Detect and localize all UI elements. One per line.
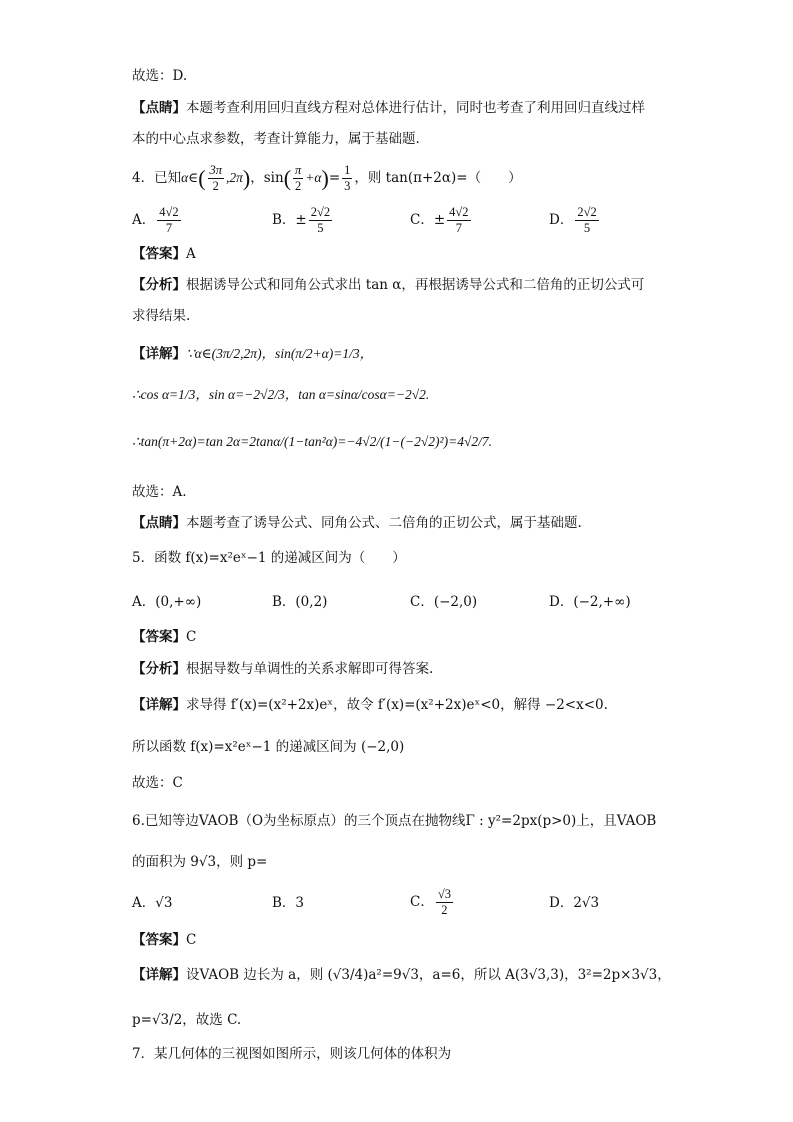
fraction <box>293 163 303 194</box>
frac-num: π <box>295 163 302 177</box>
option-label: D． <box>549 212 574 228</box>
question-5: 5．函数 f(x)=x²eˣ−1 的递减区间为（ ） <box>132 550 406 566</box>
text-span: 求导得 f′(x)=(x²+2x)eˣ，故令 f′(x)=(x²+2x)eˣ<0，解得 −2<x<0. <box>186 697 608 713</box>
text-span: ，则 tan(π+2α)=（ ） <box>354 170 522 186</box>
tag-dianjing: 【点睛】 <box>132 100 186 116</box>
option-b <box>272 204 334 236</box>
answer-line <box>132 627 196 647</box>
option-b: B．3 <box>272 895 305 911</box>
tag-analysis: 【分析】 <box>132 661 186 677</box>
text-line: p=√3/2，故选 C. <box>132 1012 242 1028</box>
text-span: 根据导数与单调性的关系求解即可得答案. <box>186 661 434 677</box>
math-span: ∵α∈(3π/2,2π)，sin(π/2+α)=1/3， <box>186 346 374 361</box>
frac-num: 1 <box>344 163 351 177</box>
frac-den: 7 <box>455 221 462 235</box>
detail-line <box>132 965 671 985</box>
paren: ( <box>198 165 206 191</box>
tag-dianjing: 【点睛】 <box>132 515 186 531</box>
frac-num: 3π <box>209 163 223 177</box>
option-label: B．± <box>272 212 307 228</box>
tag-detail: 【详解】 <box>132 697 186 713</box>
option-d: D．2√3 <box>549 895 600 911</box>
text-line: 本的中心点求参数，考查计算能力，属于基础题. <box>132 131 420 147</box>
text-span: ，sin <box>250 170 284 186</box>
text-span: 根据诱导公式和同角公式求出 tan α，再根据诱导公式和二倍角的正切公式可 <box>186 277 645 293</box>
detail-line <box>132 344 373 364</box>
text-line: 求得结果. <box>132 308 191 324</box>
math-span: ,2π <box>226 170 243 185</box>
option-c: C．(−2,0) <box>410 594 478 610</box>
text-line: 故选：D. <box>132 68 188 84</box>
option-d <box>549 204 601 236</box>
tag-answer: 【答案】 <box>132 246 186 262</box>
frac-num: 2√2 <box>577 205 597 219</box>
text-line: 的面积为 9√3，则 p= <box>132 854 268 870</box>
text-line: 所以函数 f(x)=x²eˣ−1 的递减区间为 (−2,0) <box>132 739 405 755</box>
tag-detail: 【详解】 <box>132 967 186 983</box>
option-a: A．√3 <box>132 895 173 911</box>
frac-num: √3 <box>437 887 451 901</box>
fraction <box>157 205 180 236</box>
math-line: ∴cos α=1/3，sin α=−2√2/3，tan α=sinα/cosα=−2√2. <box>132 387 430 402</box>
answer-line <box>132 930 196 950</box>
tag-detail: 【详解】 <box>132 346 186 362</box>
paren: ( <box>283 165 292 191</box>
option-d: D．(−2,+∞) <box>549 594 631 610</box>
fraction <box>436 887 453 918</box>
analysis-line <box>132 275 644 295</box>
option-label: C．± <box>410 212 446 228</box>
tag-answer: 【答案】 <box>132 629 186 645</box>
math-span: α∈ <box>181 170 199 185</box>
question-4: 4．已知α∈( $\frac{3\pi}{2}$ ,2π)，sin( $\frac{\pi}{2}$ +α)= $\frac{1}{3}$ ，则 tan(π+2α)=（ ） <box>132 163 522 193</box>
frac-den: 2 <box>212 179 219 193</box>
frac-num: 4√2 <box>449 205 469 219</box>
math-line: ∴tan(π+2α)=tan 2α=2tanα/(1−tan²α)=−4√2/(1−(−2√2)²)=4√2/7. <box>132 434 492 449</box>
text-line <box>132 98 645 118</box>
analysis-line <box>132 659 433 679</box>
fraction <box>208 163 225 194</box>
frac-den: 7 <box>165 221 173 235</box>
answer-value: C <box>186 932 197 948</box>
frac-num: 4√2 <box>159 205 179 219</box>
tag-analysis: 【分析】 <box>132 277 186 293</box>
text-span: 设VAOB 边长为 a，则 (√3/4)a²=9√3，a=6，所以 A(3√3,3)，3²=2p×3√3， <box>186 967 671 983</box>
fraction <box>575 205 598 236</box>
answer-value: A <box>186 246 196 262</box>
fraction <box>342 163 352 194</box>
question-7: 7．某几何体的三视图如图所示，则该几何体的体积为 <box>132 1046 452 1062</box>
fraction <box>309 205 332 236</box>
option-c <box>410 884 455 920</box>
comment-line <box>132 513 582 533</box>
math-span: +α <box>305 170 322 185</box>
option-a <box>132 204 183 236</box>
fraction <box>447 205 470 236</box>
text-span: 本题考查了诱导公式、同角公式、二倍角的正切公式，属于基础题. <box>186 515 582 531</box>
frac-den: 2 <box>295 179 302 193</box>
frac-den: 5 <box>583 221 591 235</box>
text-span: 本题考查利用回归直线方程对总体进行估计，同时也考查了利用回归直线过样 <box>186 100 645 116</box>
question-6: 6.已知等边VAOB（O为坐标原点）的三个顶点在抛物线Γ : y²=2px(p>0)上，且VAOB <box>132 813 657 829</box>
frac-den: 3 <box>344 179 351 193</box>
frac-den: 2 <box>441 903 448 917</box>
answer-value: C <box>186 629 197 645</box>
option-a: A．(0,+∞) <box>132 594 202 610</box>
option-label: C． <box>410 894 434 910</box>
frac-num: 2√2 <box>310 205 331 219</box>
paren: ) <box>242 165 251 191</box>
text-line: 故选：A. <box>132 484 187 500</box>
frac-den: 5 <box>317 221 324 235</box>
option-b: B．(0,2) <box>272 594 328 610</box>
text-span: 4．已知 <box>132 170 182 186</box>
detail-line <box>132 695 608 715</box>
text-line: 故选：C <box>132 775 183 791</box>
answer-line <box>132 244 196 264</box>
paren: ) <box>321 165 329 191</box>
option-label: A． <box>132 212 156 228</box>
option-c <box>410 204 473 236</box>
tag-answer: 【答案】 <box>132 932 186 948</box>
